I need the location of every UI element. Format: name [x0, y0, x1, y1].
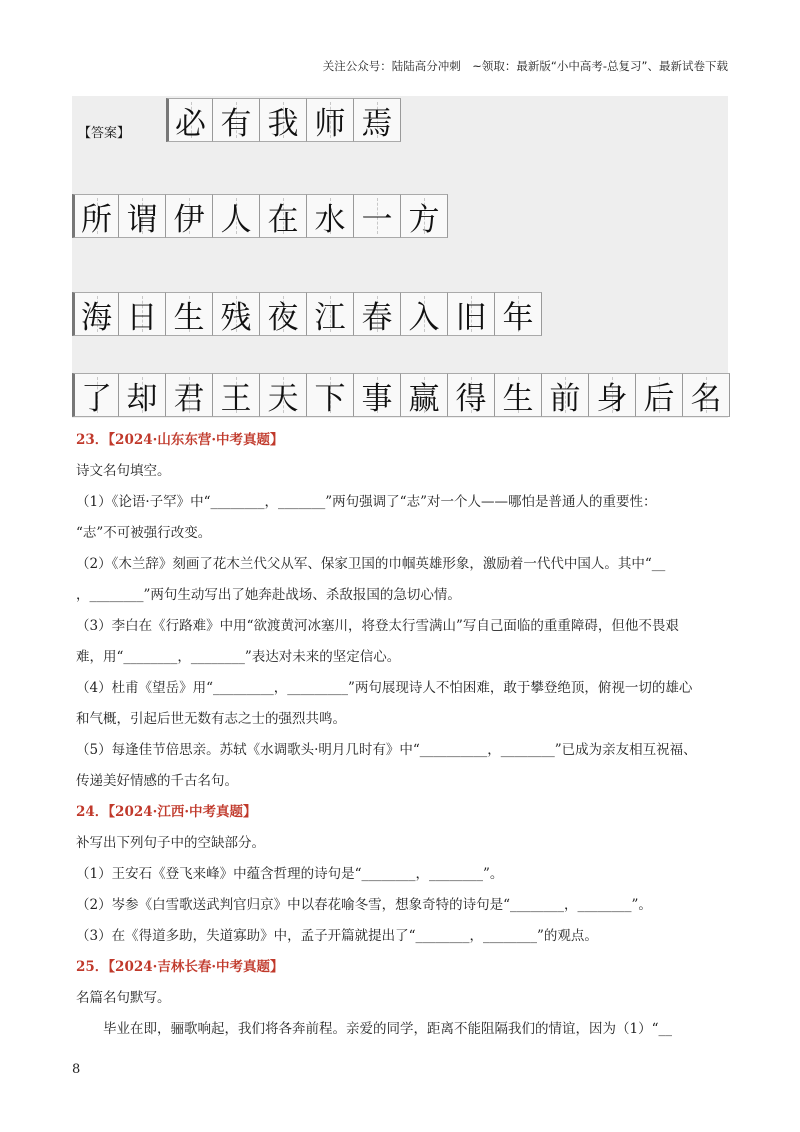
calligraphy-char: 海 [81, 299, 112, 336]
calligraphy-char: 江 [314, 299, 346, 336]
calligraphy-char: 伊 [173, 201, 205, 238]
calligraphy-char: 一 [361, 201, 393, 238]
calligraphy-char: 得 [455, 380, 487, 417]
calligraphy-char: 日 [126, 299, 158, 336]
q23-item: ，________”两句生动写出了她奔赴战场、杀敌报国的急切心情。 [76, 587, 461, 603]
q24-item: （3）在《得道多助，失道寡助》中，孟子开篇就提出了“________，________”的观点。 [76, 928, 598, 944]
q24-source: 【2024·江西·中考真题】 [108, 804, 257, 820]
calligraphy-char: 身 [596, 380, 628, 417]
q23-item: （4）杜甫《望岳》用“_________，_________”两句展现诗人不怕困难，敢于攀登绝顶，俯视一切的雄心 [76, 680, 693, 696]
calligraphy-char: 生 [502, 380, 534, 417]
calligraphy-char: 在 [267, 201, 299, 238]
calligraphy-cell [260, 292, 307, 336]
calligraphy-cell [260, 373, 307, 417]
q23-number: 23． [76, 432, 109, 448]
q23-item: （3）李白在《行路难》中用“欲渡黄河冰塞川，将登太行雪满山”写自己面临的重重障碍，但他不畏艰 [76, 618, 679, 634]
q23-item: （5）每逢佳节倍思亲。苏轼《水调歌头·明月几时有》中“__________，________”已成为亲友相互祝福、 [76, 742, 697, 758]
calligraphy-char: 天 [267, 380, 299, 417]
calligraphy-cell [401, 373, 448, 417]
calligraphy-char: 必 [175, 105, 206, 142]
calligraphy-cell [260, 98, 307, 142]
calligraphy-char: 师 [314, 105, 346, 142]
calligraphy-cell [542, 373, 589, 417]
calligraphy-char: 生 [173, 299, 205, 336]
q23-item: （2）《木兰辞》刻画了花木兰代父从军、保家卫国的巾帼英雄形象，激励着一代代中国人。其中“__ [76, 556, 666, 572]
calligraphy-cell [307, 292, 354, 336]
calligraphy-cell [72, 292, 119, 336]
q24-number: 24． [76, 804, 109, 820]
calligraphy-char: 人 [220, 201, 252, 238]
calligraphy-row-3 [72, 292, 542, 336]
calligraphy-char: 君 [173, 380, 205, 417]
calligraphy-cell [354, 292, 401, 336]
calligraphy-cell [401, 292, 448, 336]
calligraphy-row-2 [72, 194, 448, 238]
page-header: 关注公众号：陆陆高分冲刺 ~领取：最新版“小中高考-总复习”、最新试卷下载 [322, 59, 728, 73]
calligraphy-char: 春 [361, 299, 393, 336]
calligraphy-char: 却 [126, 380, 158, 417]
calligraphy-cell [636, 373, 683, 417]
calligraphy-char: 事 [361, 380, 393, 417]
calligraphy-char: 我 [267, 105, 299, 142]
calligraphy-char: 年 [502, 299, 534, 336]
calligraphy-char: 名 [690, 380, 722, 417]
calligraphy-cell [307, 373, 354, 417]
q25-prompt: 名篇名句默写。 [76, 990, 171, 1006]
answer-image [72, 96, 728, 418]
calligraphy-cell [72, 194, 119, 238]
calligraphy-cell [307, 98, 354, 142]
q25-number: 25． [76, 959, 109, 975]
calligraphy-char: 前 [549, 380, 581, 417]
calligraphy-cell [166, 292, 213, 336]
calligraphy-cell [354, 373, 401, 417]
calligraphy-cell [166, 98, 213, 142]
calligraphy-char: 谓 [126, 201, 158, 238]
calligraphy-cell [213, 194, 260, 238]
calligraphy-cell [448, 373, 495, 417]
calligraphy-cell [119, 373, 166, 417]
q23-source: 【2024·山东东营·中考真题】 [108, 432, 284, 448]
calligraphy-cell [589, 373, 636, 417]
q23-item: “志”不可被强行改变。 [76, 525, 212, 541]
calligraphy-row-1 [166, 98, 401, 142]
q23-item: 和气概，引起后世无数有志之士的强烈共鸣。 [76, 711, 346, 727]
calligraphy-char: 水 [314, 201, 346, 238]
q24-item: （2）岑参《白雪歌送武判官归京》中以春花喻冬雪，想象奇特的诗句是“________，________”。 [76, 897, 652, 913]
calligraphy-char: 焉 [361, 105, 393, 142]
q25-source: 【2024·吉林长春·中考真题】 [108, 959, 284, 975]
calligraphy-char: 有 [220, 105, 252, 142]
calligraphy-char: 夜 [267, 299, 299, 336]
calligraphy-cell [495, 373, 542, 417]
q24-heading [76, 797, 728, 828]
calligraphy-char: 赢 [408, 380, 440, 417]
calligraphy-cell [354, 194, 401, 238]
answer-label: 【答案】 [78, 126, 131, 141]
q23-item: 难，用“________，________”表达对未来的坚定信心。 [76, 649, 401, 665]
calligraphy-cell [354, 98, 401, 142]
calligraphy-char: 所 [81, 201, 112, 238]
calligraphy-cell [72, 373, 119, 417]
calligraphy-cell [495, 292, 542, 336]
page-number: 8 [72, 1062, 81, 1077]
calligraphy-cell [119, 292, 166, 336]
calligraphy-char: 方 [408, 201, 440, 238]
calligraphy-cell [683, 373, 730, 417]
calligraphy-cell [213, 292, 260, 336]
q23-prompt: 诗文名句填空。 [76, 463, 171, 479]
calligraphy-cell [260, 194, 307, 238]
calligraphy-cell [166, 194, 213, 238]
calligraphy-char: 后 [643, 380, 675, 417]
calligraphy-row-4 [72, 373, 730, 417]
calligraphy-cell [401, 194, 448, 238]
calligraphy-char: 旧 [455, 299, 487, 336]
calligraphy-cell [213, 373, 260, 417]
q24-item: （1）王安石《登飞来峰》中蕴含哲理的诗句是“________，________”。 [76, 866, 504, 882]
calligraphy-cell [119, 194, 166, 238]
calligraphy-cell [307, 194, 354, 238]
q25-paragraph: 毕业在即，骊歌响起，我们将各奔前程。亲爱的同学，距离不能阻隔我们的情谊，因为（1）“__ [103, 1021, 672, 1037]
q23-item: 传递美好情感的千古名句。 [76, 773, 238, 789]
q23-heading [76, 425, 728, 456]
q23-item: （1）《论语·子罕》中“________，_______”两句强调了“志”对一个人——哪怕是普通人的重要性： [76, 494, 657, 510]
calligraphy-cell [213, 98, 260, 142]
calligraphy-char: 了 [81, 380, 112, 417]
calligraphy-char: 入 [408, 299, 440, 336]
calligraphy-cell [448, 292, 495, 336]
calligraphy-cell [166, 373, 213, 417]
calligraphy-char: 残 [220, 299, 252, 336]
question-content [76, 425, 728, 1045]
q24-prompt: 补写出下列句子中的空缺部分。 [76, 835, 265, 851]
calligraphy-char: 下 [314, 380, 346, 417]
q25-heading [76, 952, 728, 983]
calligraphy-char: 王 [220, 380, 252, 417]
